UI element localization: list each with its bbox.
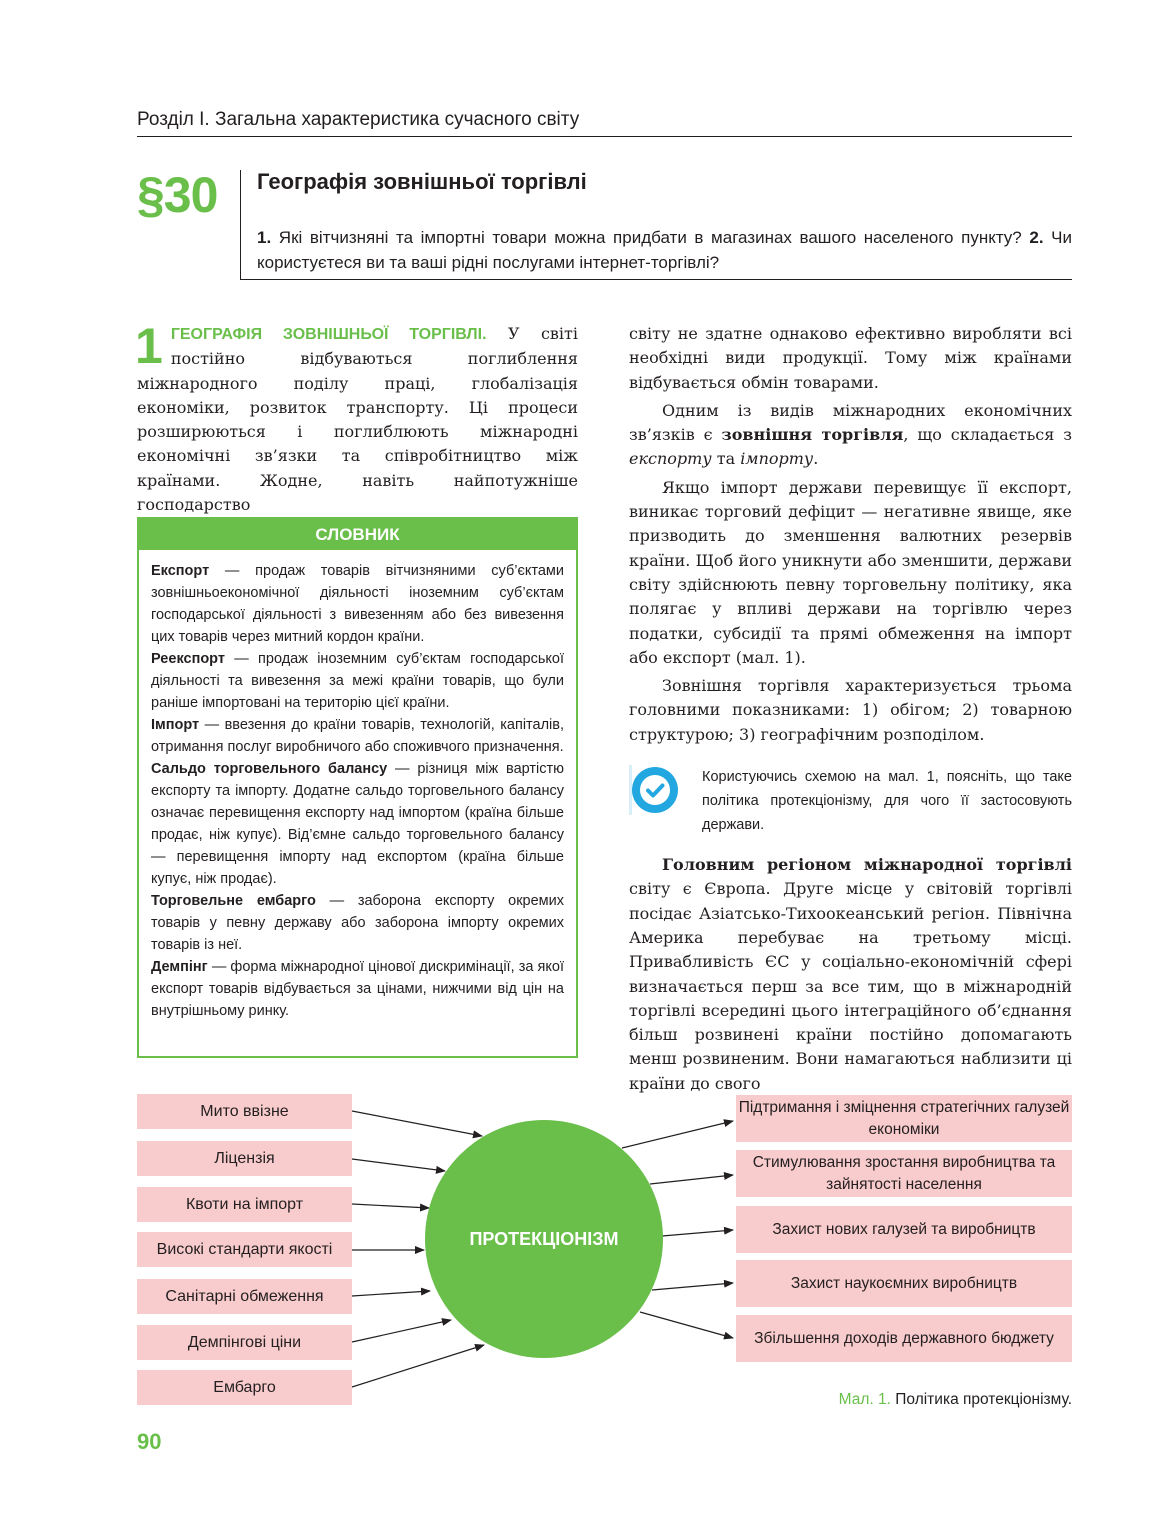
output-label: Стимулювання зростання виробництва та зайнятості населення	[752, 1153, 1056, 1193]
input-box: Квоти на імпорт	[137, 1187, 352, 1222]
question-1-text: Які вітчизняні та імпортні товари можна придбати в магазинах вашого населеного пункту?	[278, 228, 1022, 247]
arrow-line	[352, 1320, 451, 1342]
page-number: 90	[137, 1429, 162, 1454]
term-italic: експорту	[629, 449, 712, 469]
arrow-line	[650, 1175, 733, 1184]
input-box: Ембарго	[137, 1370, 352, 1405]
vocab-term: Експорт	[151, 563, 210, 579]
vocab-term: Сальдо торговельного балансу	[151, 761, 388, 777]
output-label: Захист нових галузей та виробництв	[772, 1220, 1036, 1238]
vocab-definition: — продаж іноземним суб’єктам господарської діяльності та вивезення за межі країни товарів, що були раніше імпортовані на територію цієї країни.	[151, 651, 564, 711]
arrow-line	[352, 1291, 430, 1296]
caption-text: Політика протекціонізму.	[890, 1391, 1072, 1408]
input-box: Ліцензія	[137, 1141, 352, 1176]
output-box	[736, 1315, 1072, 1362]
body-paragraph: світу не здатне однаково ефективно виробляти всі необхідні види продукції. Тому між країнами відбувається обмін товарами.	[629, 324, 1072, 392]
paragraph-title: Географія зовнішньої торгівлі	[257, 169, 587, 194]
body-paragraph: Якщо імпорт держави перевищує її експорт, виникає торговий дефіцит — негативне явище, яке призводить до зменшення валютних резервів країни. Щоб його уникнути або зменшити, держави світу здійснюють певну торговельну політику, яка полягає у впливі держави на торгівлю через податки, субсидії та прямі обмеження на імпорт або експорт (мал. 1).	[629, 477, 1072, 667]
text-run: .	[813, 449, 819, 469]
vocab-definition: — ввезення до країни товарів, технологій, капіталів, отримання послуг виробничого або споживчого призначення.	[151, 717, 564, 755]
section-number: 1	[135, 318, 163, 374]
section-heading: ГЕОГРАФІЯ ЗОВНІШНЬОЇ ТОРГІВЛІ.	[170, 326, 487, 343]
body-paragraph: Зовнішня торгівля характеризується трьома головними показниками: 1) обігом; 2) товарною структурою; 3) географічним розподілом.	[629, 676, 1072, 744]
term-italic: імпорту	[740, 449, 814, 469]
output-label: Підтримання і зміцнення стратегічних галузей економіки	[738, 1098, 1070, 1138]
output-box	[736, 1206, 1072, 1253]
output-label: Збільшення доходів державного бюджету	[754, 1329, 1054, 1347]
question-2-text: Чи користуєтеся ви та ваші рідні послугами інтернет-торгівлі?	[257, 228, 1072, 272]
text-run: Одним із видів міжнародних економічних зв’язків є	[629, 400, 1072, 445]
vocab-definition: — різниця між вартістю експорту та імпорту. Додатне сальдо торговельного балансу означає перевищення експорту над імпортом (країна більше продає, ніж купує). Від’ємне сальдо торговельного балансу — перевищення імпорту над експортом (країна більше купує, ніж продає).	[151, 761, 565, 887]
input-box: Високі стандарти якості	[137, 1232, 352, 1267]
task-text: Користуючись схемою на мал. 1, поясніть, що таке політика протекціонізму, для чого її застосовують держави.	[702, 769, 1072, 834]
arrow-line	[662, 1230, 733, 1236]
output-box	[736, 1150, 1072, 1197]
arrow-line	[352, 1111, 482, 1136]
vocab-definition: — форма міжнародної цінової дискримінації, за якої експорт товарів відбувається за цінами, нижчими від цін на внутрішньому ринку.	[151, 959, 564, 1019]
vocab-definition: — продаж товарів вітчизняними суб’єктами зовнішньоекономічної діяльності іноземним суб’єктам господарської діяльності з вивезенням або без вивезення цих товарів через митний кордон країни.	[151, 563, 564, 645]
circle-label: ПРОТЕКЦІОНІЗМ	[469, 1228, 619, 1249]
question-1-number: 1.	[257, 228, 272, 247]
vocabulary-title: СЛОВНИК	[139, 519, 576, 550]
text-run: , що складається з	[903, 425, 1072, 445]
input-box: Мито ввізне	[137, 1094, 352, 1129]
input-box: Демпінгові ціни	[137, 1325, 352, 1360]
arrow-line	[640, 1312, 733, 1338]
arrow-line	[622, 1121, 733, 1148]
output-box	[736, 1260, 1072, 1307]
caption-label: Мал. 1.	[838, 1391, 891, 1408]
arrow-line	[352, 1345, 484, 1387]
figure-caption	[736, 1389, 1072, 1411]
text-run: та	[711, 449, 741, 469]
vocab-term: Демпінг	[151, 959, 208, 975]
vocab-definition: — заборона експорту окремих товарів у певну державу або заборона імпорту окремих товарів із неї.	[151, 893, 564, 953]
input-box: Санітарні обмеження	[137, 1279, 352, 1314]
term-bold: Головним регіоном міжнародної торгівлі	[662, 855, 1072, 875]
question-2-number: 2.	[1029, 228, 1044, 247]
text-run: світу є Європа. Друге місце у світовій торгівлі посідає Азіатсько-Тихоокеанський регіон. Північна Америка перебуває на третьому місці. Привабливість ЄС у соціально-економічній сфері визначається перш за все тим, що в міжнародній торгівлі всередині цього інтеграційного об’єднання більш розвинені країни постійно допомагають менш розвиненим. Вони намагаються наблизити ці країни до свого	[629, 879, 1072, 1093]
protectionism-circle	[425, 1120, 663, 1358]
arrow-line	[352, 1159, 445, 1171]
paragraph-number: §30	[137, 167, 218, 223]
arrow-line	[652, 1283, 733, 1290]
vocab-term: Реекспорт	[151, 651, 225, 667]
section-intro-text: У світі постійно відбуваються поглиблення міжнародного поділу праці, глобалізація економіки, розвиток транспорту. Ці процеси розширюються і поглиблюють міжнародні економічні зв’язки та співробітництво між країнами. Жодне, навіть найпотужніше господарство	[137, 324, 578, 515]
running-header: Розділ І. Загальна характеристика сучасного світу	[137, 108, 1072, 137]
term-bold: зовнішня торгівля	[721, 425, 904, 445]
output-box	[736, 1095, 1072, 1142]
vocab-term: Торговельне ембарго	[151, 893, 316, 909]
vocab-term: Імпорт	[151, 717, 200, 733]
output-label: Захист наукоємних виробництв	[790, 1274, 1018, 1292]
arrow-line	[352, 1204, 429, 1208]
